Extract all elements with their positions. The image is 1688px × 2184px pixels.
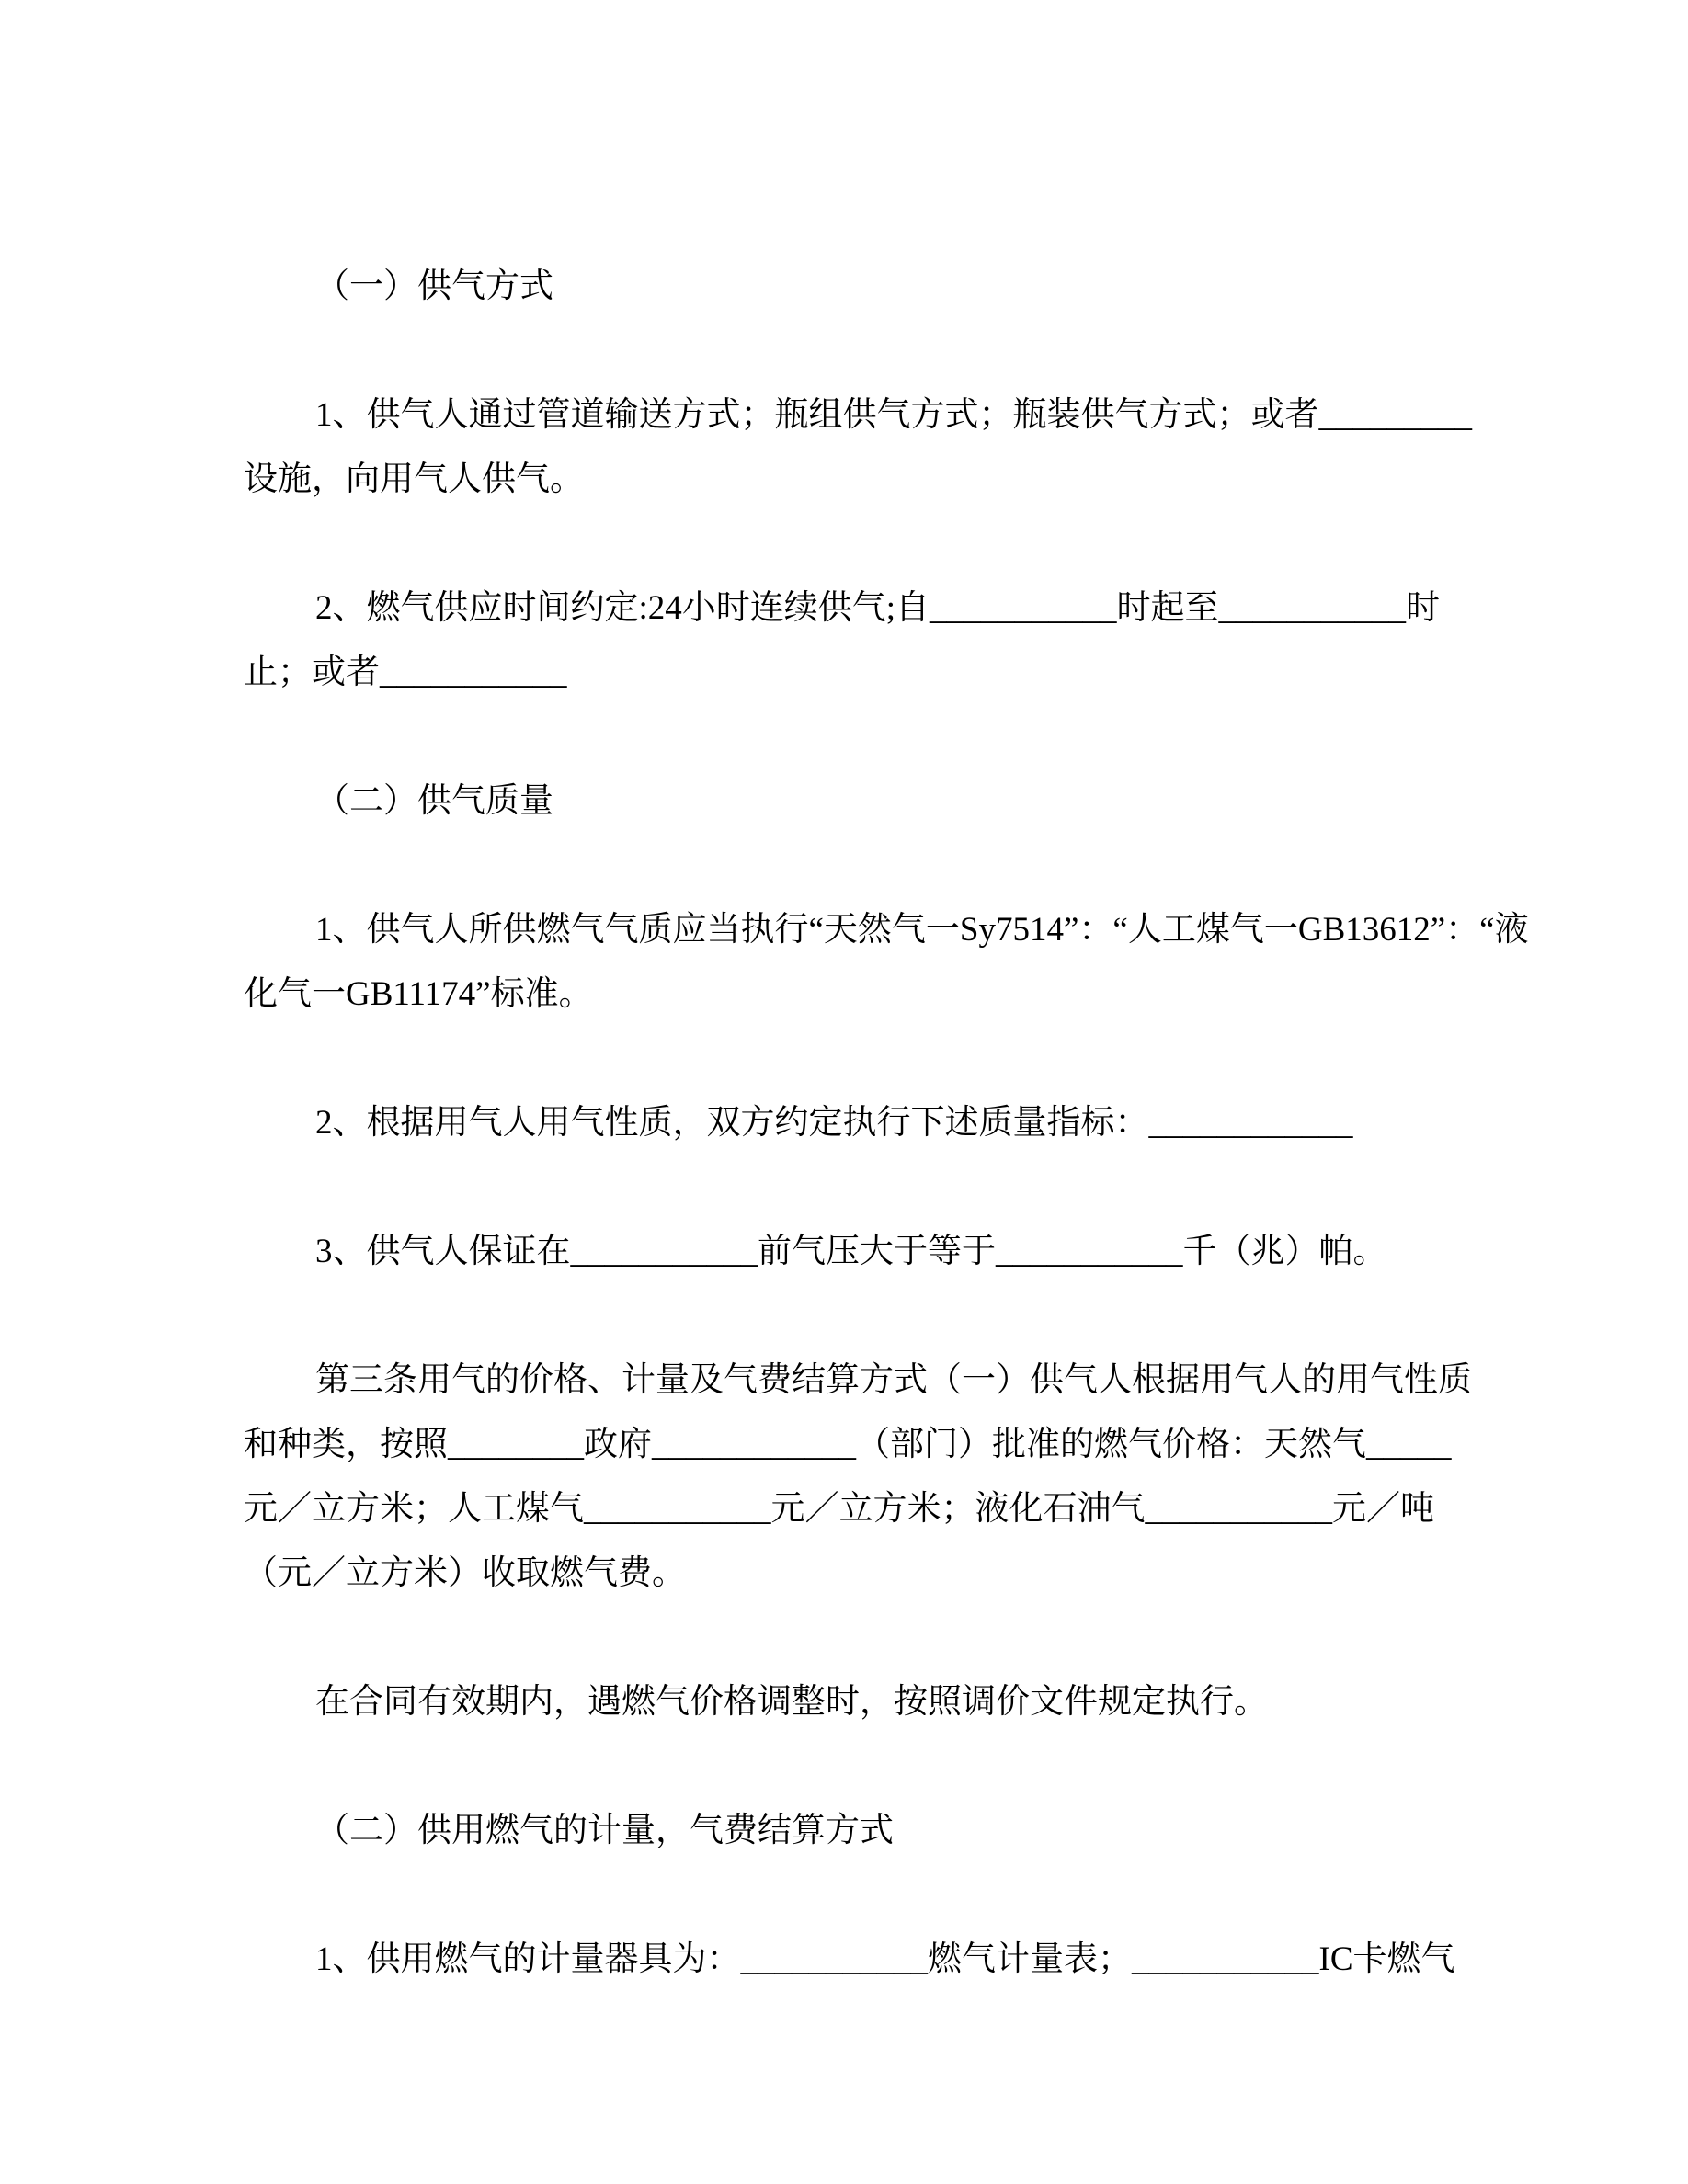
- heading-section-2-gas-quality: （二）供气质量: [315, 782, 553, 820]
- para-article-3-pricing-line-2: 和种类，按照________政府____________（部门）批准的燃气价格：天然气_____: [244, 1426, 1452, 1463]
- para-metering-devices: 1、供用燃气的计量器具为：___________燃气计量表；___________IC卡燃气: [315, 1940, 1455, 1978]
- para-article-3-pricing-line-1: 第三条用气的价格、计量及气费结算方式（一）供气人根据用气人的用气性质: [315, 1361, 1472, 1399]
- para-quality-indicators: 2、根据用气人用气性质，双方约定执行下述质量指标：____________: [315, 1104, 1353, 1142]
- heading-section-1-gas-supply-method: （一）供气方式: [315, 267, 553, 305]
- para-supply-method-line-1: 1、供气人通过管道输送方式；瓶组供气方式；瓶装供气方式；或者_________: [315, 396, 1472, 434]
- contract-document: [244, 255, 1529, 1992]
- para-gas-quality-standard-line-2: 化气一GB11174”标准。: [244, 975, 593, 1013]
- para-supply-method-line-2: 设施，向用气人供气。: [244, 461, 584, 498]
- para-supply-time-line-1: 2、燃气供应时间约定:24小时连续供气;自___________时起至___________时: [315, 589, 1441, 627]
- para-supply-time-line-2: 止；或者___________: [244, 654, 567, 691]
- para-price-adjustment: 在合同有效期内，遇燃气价格调整时，按照调价文件规定执行。: [315, 1683, 1268, 1721]
- para-article-3-pricing-line-3: 元／立方米；人工煤气___________元／立方米；液化石油气___________元／吨: [244, 1490, 1434, 1528]
- para-gas-quality-standard-line-1: 1、供气人所供燃气气质应当执行“天然气一Sy7514”：“人工煤气一GB13612”：“液: [315, 911, 1529, 949]
- para-article-3-pricing-line-4: （元／立方米）收取燃气费。: [244, 1554, 686, 1592]
- heading-metering-settlement: （二）供用燃气的计量，气费结算方式: [315, 1812, 894, 1849]
- para-pressure-guarantee: 3、供气人保证在___________前气压大于等于___________千（兆）帕。: [315, 1233, 1387, 1270]
